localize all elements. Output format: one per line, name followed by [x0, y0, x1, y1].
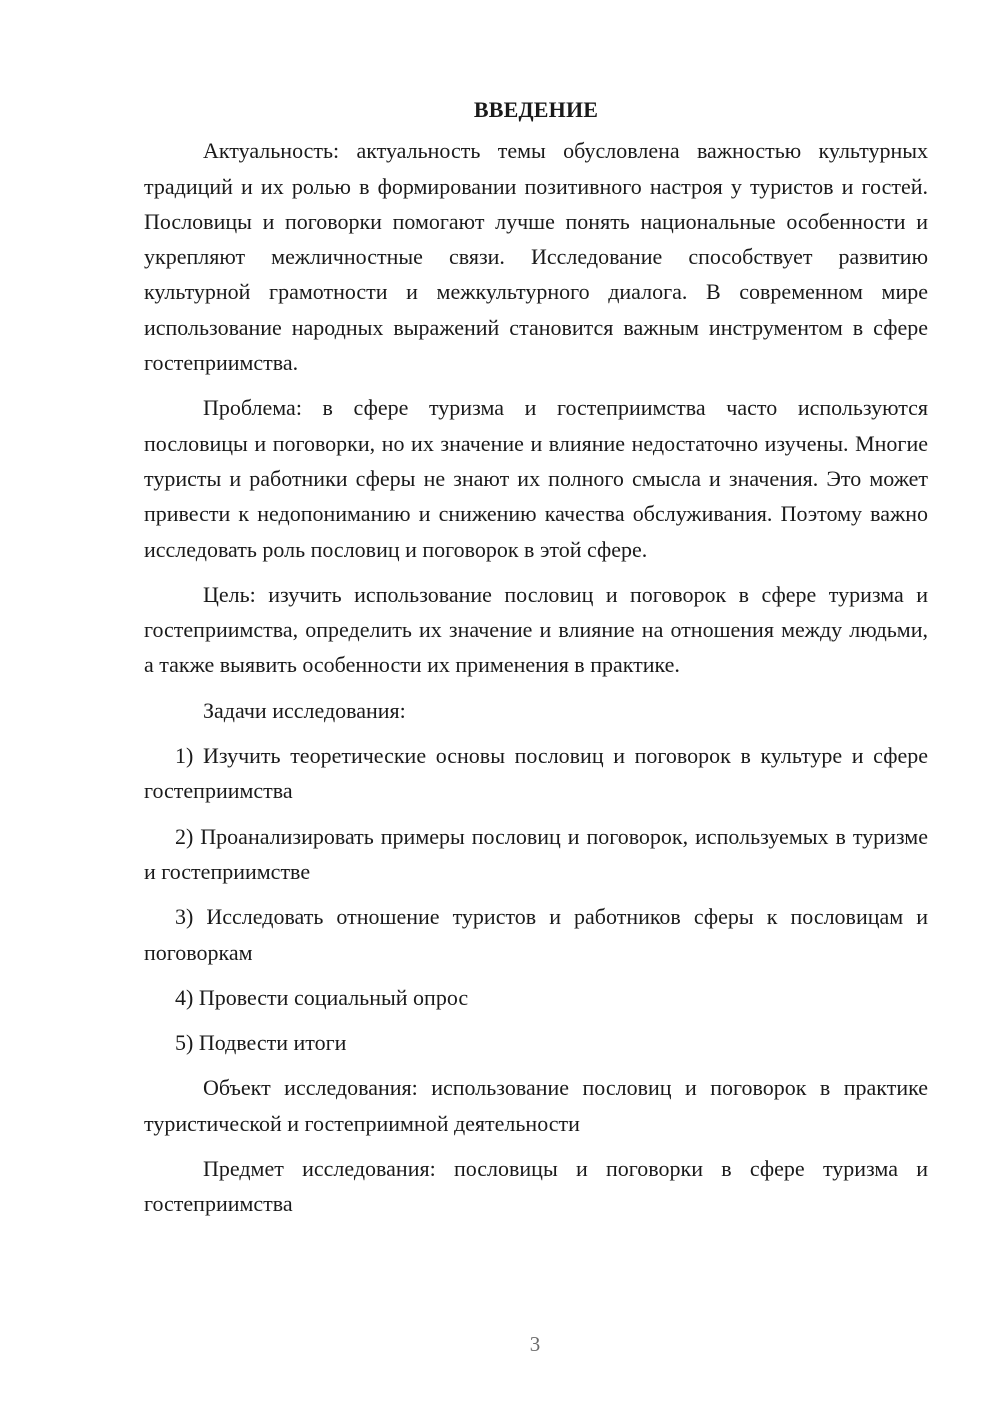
task-item: 1) Изучить теоретические основы пословиц и поговорок в культуре и сфере гостеприимства	[144, 743, 928, 804]
task-item: 5) Подвести итоги	[175, 1030, 347, 1056]
page-body	[144, 92, 928, 1232]
paragraph-relevance: Актуальность: актуальность темы обусловлена важностью культурных традиций и их ролью в формировании позитивного настроя у туристов и гостей. Пословицы и поговорки помогают лучше понять национальные особенности и укрепляют межличностные связи. Исследование способствует развитию культурной грамотности и межкультурного диалога. В современном мире использование народных выражений становится важным инструментом в сфере гостеприимства.	[144, 138, 928, 376]
page-number: 3	[529, 1332, 541, 1356]
task-item: 4) Провести социальный опрос	[175, 984, 469, 1010]
task-item: 2) Проанализировать примеры пословиц и поговорок, используемых в туризме и гостеприимстве	[144, 823, 928, 884]
paragraph-goal: Цель: изучить использование пословиц и поговорок в сфере туризма и гостеприимства, определить их значение и влияние на отношения между людьми, а также выявить особенности их применения в практике.	[144, 581, 928, 678]
task-item: 3) Исследовать отношение туристов и работников сферы к пословицам и поговоркам	[144, 904, 928, 965]
paragraph-subject: Предмет исследования: пословицы и поговорки в сфере туризма и гостеприимства	[144, 1156, 928, 1217]
paragraph-problem: Проблема: в сфере туризма и гостеприимства часто используются пословицы и поговорки, но их значение и влияние недостаточно изучены. Многие туристы и работники сферы не знают их полного смысла и значения. Это может привести к недопониманию и снижению качества обслуживания. Поэтому важно исследовать роль пословиц и поговорок в этой сфере.	[144, 395, 928, 562]
tasks-heading: Задачи исследования:	[203, 697, 406, 723]
paragraph-object: Объект исследования: использование пословиц и поговорок в практике туристической и гостеприимной деятельности	[144, 1075, 928, 1136]
section-title: ВВЕДЕНИЕ	[473, 97, 599, 122]
